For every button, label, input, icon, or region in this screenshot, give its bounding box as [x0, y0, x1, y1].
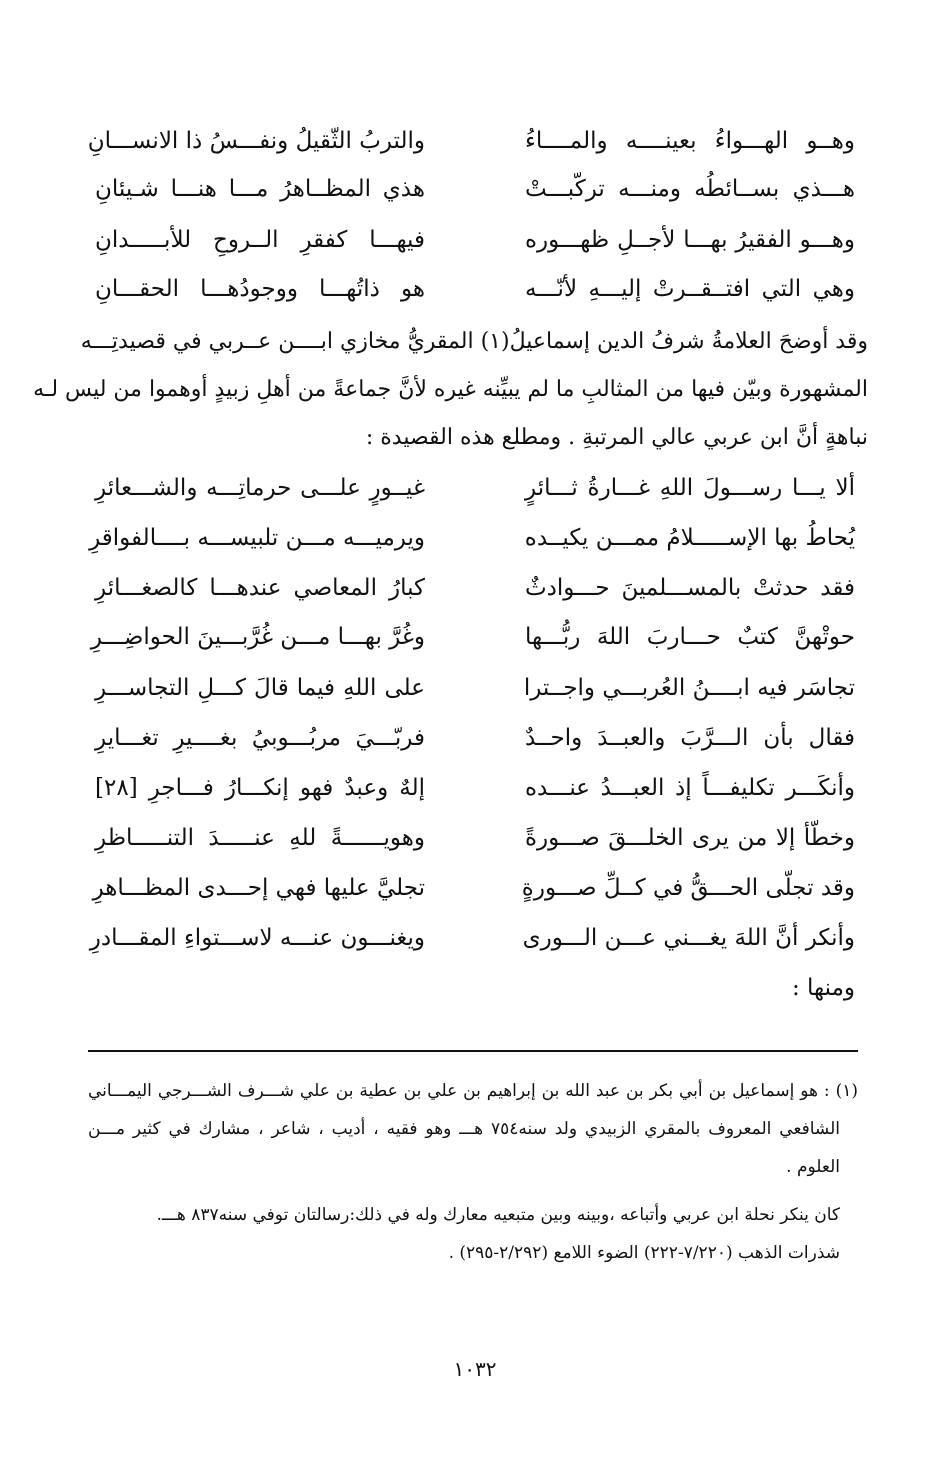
verse-row	[0, 712, 950, 764]
footnote-line: الشافعي المعروف بالمقري الزبيدي ولد سنه٧٥٤ هـــ وهو فقيه ، أديب ، شاعر ، مشارك في كثير مـــن	[88, 1119, 840, 1139]
prose-line: المشهورة وبيّن فيها من المثالبِ ما لم يبيِّنه غيره لأنَّ جماعةً من أهلِ زبيدٍ أوهموا من ليس لـه	[33, 377, 868, 402]
prose-line: وقد أوضحَ العلامةُ شرفُ الدين إسماعيلُ(١) المقريُّ مخازي ابــــن عــربي في قصيدتِـــه	[80, 329, 868, 354]
verse-left-hemistich: على اللهِ فيما قالَ كـــلِ التجاســـرِ	[95, 675, 425, 701]
verse-row	[0, 662, 950, 714]
verse-right-hemistich: فقال بأن الـــرَّبَ والعبــدَ واحــدٌ	[525, 725, 855, 751]
verse-row	[0, 462, 950, 514]
verse-right-hemistich: وهــو الهـــواءُ بعينــــه والمــــاءُ	[525, 128, 855, 154]
verse-right-hemistich: وخطّأ إلا من يرى الخلـــقَ صـــورةً	[525, 825, 855, 851]
verse-left-hemistich: فيهـــا كفقرِ الــروحِ للأبـــــدانِ	[95, 227, 425, 253]
verse-left-hemistich: غيــورٍ علـــى حرماتِـــه والشـــعائرِ	[95, 475, 425, 501]
verse-row	[0, 611, 950, 663]
verse-left-hemistich: تجليَّ عليها فهي إحـــدى المظـــاهرِ	[92, 875, 425, 901]
verse-left-hemistich: والتربُ الثّقيلُ ونفـــسُ ذا الانســـانِ	[87, 128, 425, 154]
closing-text: ومنها :	[791, 975, 855, 1001]
verse-right-hemistich: ألا يـــا رســـولَ اللهِ غـــارةُ ثـــائرٍ	[525, 475, 855, 501]
verse-row	[0, 263, 950, 315]
verse-row	[0, 512, 950, 564]
closing-line	[555, 962, 855, 1014]
verse-right-hemistich: تجاسَر فيه ابــــنُ العُربـــي واجــترا	[523, 675, 855, 701]
verse-right-hemistich: وهـــو الفقيرُ بهـــا لأجــلِ ظهـــوره	[525, 227, 855, 253]
prose-paragraph	[33, 318, 868, 462]
verse-row	[0, 812, 950, 864]
verse-left-hemistich: فربّـــيَ مربُـــوبيُ بغــــيرِ تغـــايرِ	[95, 725, 425, 751]
footnotes	[88, 1072, 858, 1272]
page-number: ١٠٣٢	[453, 1357, 497, 1381]
verse-right-hemistich: وهي التي افتــقــرتْ إليـــهِ لأنّـــه	[525, 276, 855, 302]
verse-row	[0, 214, 950, 266]
verse-left-hemistich: إلهٌ وعبدٌ فهو إنكـــارُ فـــاجرِ [٢٨]	[95, 775, 425, 801]
verse-left-hemistich: وغُرَّ بهـــا مـــن غُرَّبـــينَ الحواضِـــرِ	[90, 624, 425, 650]
verse-left-hemistich: كبارُ المعاصي عندهـــا كالصغـــائرِ	[95, 575, 425, 601]
verse-left-hemistich: ويرميـــه مـــن تلبيســـه بــــالفواقرِ	[89, 525, 425, 551]
verse-right-hemistich: وأنكَـــر تكليفـــاً إذ العبـــدُ عنـــده	[525, 775, 855, 801]
verse-left-hemistich: وهويــــــةً للهِ عنـــــدَ التنـــــاظرِ	[95, 825, 425, 851]
verse-right-hemistich: يُحاطُ بها الإســـــلامُ ممـــن يكيــده	[524, 525, 855, 551]
footnote-line: كان ينكر نحلة ابن عربي وأتباعه ،وبينه وبين متبعيه معارك وله في ذلك:رسالتان توفي سنه٨٣٧ هـــ.	[156, 1205, 840, 1225]
verse-right-hemistich: وقد تجلّى الحـــقُّ في كــلِّ صـــورةٍ	[521, 875, 855, 901]
verse-row	[0, 762, 950, 814]
verse-right-hemistich: فقد حدثتْ بالمســـلمينَ حـــوادثٌ	[525, 575, 855, 601]
verse-row	[0, 862, 950, 914]
footnote-line: شذرات الذهب (٧/٢٢٠-٢٢٢) الضوء اللامع (٢/٢٩٢-٢٩٥) .	[448, 1243, 840, 1263]
verse-left-hemistich: هو ذاتُهـــا ووجودُهـــا الحقـــانِ	[95, 276, 425, 302]
verse-left-hemistich: ويغنـــون عنـــه لاســـتواءِ المقـــادرِ	[89, 925, 425, 951]
verse-left-hemistich: هذي المظــاهرُ مـــا هنـــا شـيئانِ	[95, 176, 425, 202]
verse-row	[0, 163, 950, 215]
verse-right-hemistich: هـــذي بســائطُه ومنـــه تركّبـــتْ	[525, 176, 855, 202]
verse-row	[0, 562, 950, 614]
footnote-separator	[88, 1050, 858, 1052]
verse-right-hemistich: حوتْهنَّ كتبٌ حـــاربَ اللهَ ربُّـــها	[525, 624, 855, 650]
prose-line: نباهةٍ أنَّ ابن عربي عالي المرتبةِ . ومطلع هذه القصيدة :	[365, 425, 868, 450]
footnote-line: (١) : هو إسماعيل بن أبي بكر بن عبد الله بن إبراهيم بن علي بن عطية بن علي شـــرف الشـــرجي اليمـــاني	[88, 1081, 858, 1101]
verse-right-hemistich: وأنكر أنَّ اللهَ يغـــني عـــن الـــورى	[522, 925, 855, 951]
verse-row	[0, 912, 950, 964]
footnote-line: العلوم .	[786, 1157, 840, 1177]
verse-row	[0, 115, 950, 167]
